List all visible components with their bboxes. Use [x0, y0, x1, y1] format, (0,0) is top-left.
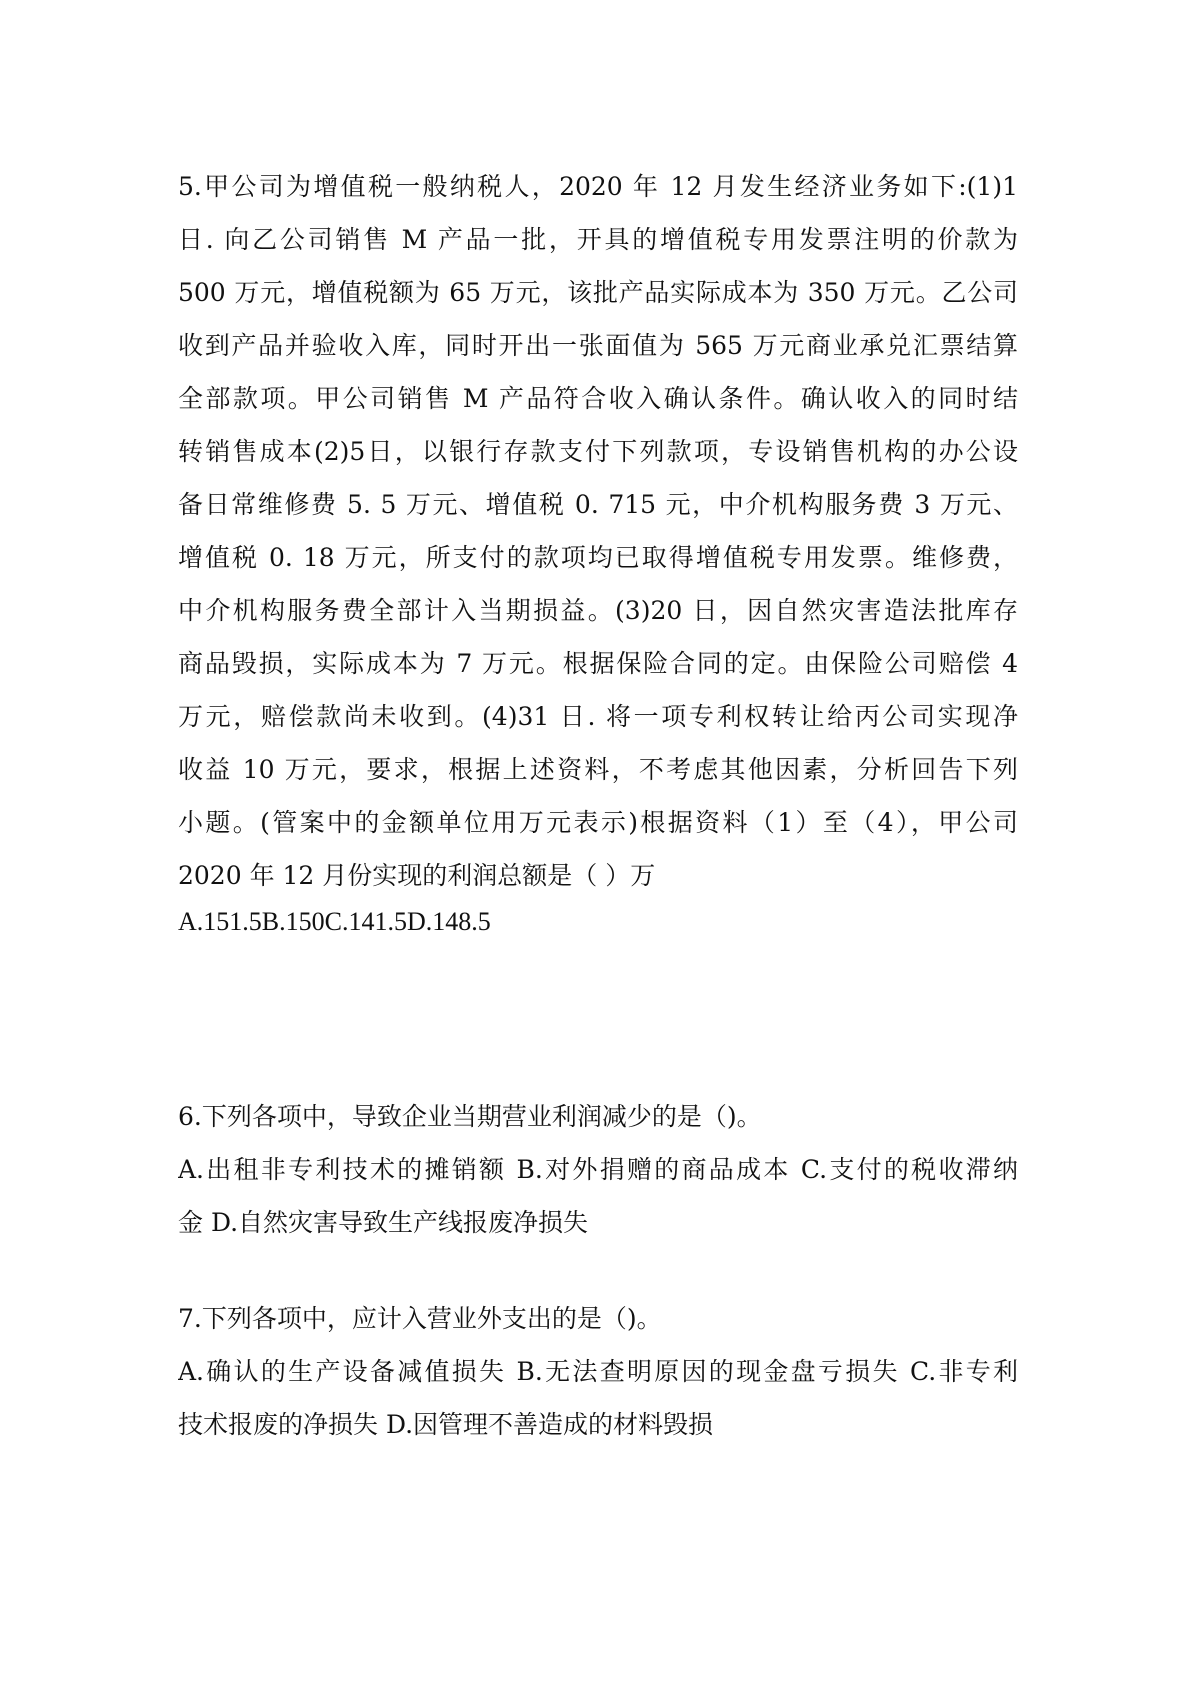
- question-7: [178, 1292, 1018, 1451]
- question-5-line-1: 5.甲公司为增值税一般纳税人，2020 年 12 月发生经济业务如下:(1)1: [178, 172, 1018, 201]
- question-5-line-7: 备日常维修费 5. 5 万元、增值税 0. 715 元，中介机构服务费 3 万元、: [178, 490, 1018, 519]
- question-5-line-11: 万元，赔偿款尚未收到。(4)31 日. 将一项专利权转让给丙公司实现净: [178, 702, 1018, 731]
- question-5-line-10: 商品毁损，实际成本为 7 万元。根据保险合同的定。由保险公司赔偿 4: [178, 649, 1018, 678]
- question-6: [178, 1090, 1018, 1249]
- question-5-line-9: 中介机构服务费全部计入当期损益。(3)20 日，因自然灾害造法批库存: [178, 596, 1018, 625]
- question-5-line-6: 转销售成本(2)5日，以银行存款支付下列款项，专设销售机构的办公设: [178, 437, 1018, 466]
- question-6-options-line-2: 金 D.自然灾害导致生产线报废净损失: [178, 1208, 589, 1237]
- question-6-options-line-1: A.出租非专利技术的摊销额 B.对外捐赠的商品成本 C.支付的税收滞纳: [178, 1155, 1018, 1184]
- question-6-stem: 6.下列各项中，导致企业当期营业利润减少的是（)。: [178, 1102, 762, 1131]
- question-5-options: A.151.5B.150C.141.5D.148.5: [178, 907, 491, 936]
- question-7-stem: 7.下列各项中，应计入营业外支出的是（)。: [178, 1304, 662, 1333]
- question-7-options-line-1: A.确认的生产设备减值损失 B.无法查明原因的现金盘亏损失 C.非专利: [178, 1357, 1018, 1386]
- question-5-line-13: 小题。(管案中的金额单位用万元表示)根据资料（1）至（4），甲公司: [178, 808, 1018, 837]
- question-5-line-14: 2020 年 12 月份实现的利润总额是（ ）万: [178, 861, 656, 890]
- question-5-line-8: 增值税 0. 18 万元，所支付的款项均已取得增值税专用发票。维修费，: [178, 543, 1018, 572]
- question-5-line-4: 收到产品并验收入库，同时开出一张面值为 565 万元商业承兑汇票结算: [178, 331, 1018, 360]
- question-5-line-3: 500 万元，增值税额为 65 万元，该批产品实际成本为 350 万元。乙公司: [178, 278, 1018, 307]
- question-5-line-12: 收益 10 万元，要求，根据上述资料，不考虑其他因素，分析回告下列: [178, 755, 1018, 784]
- question-5-line-2: 日. 向乙公司销售 M 产品一批，开具的增值税专用发票注明的价款为: [178, 225, 1018, 254]
- question-5-line-5: 全部款项。甲公司销售 M 产品符合收入确认条件。确认收入的同时结: [178, 384, 1018, 413]
- question-7-options-line-2: 技术报废的净损失 D.因管理不善造成的材料毁损: [178, 1410, 714, 1439]
- question-5: [178, 160, 1018, 942]
